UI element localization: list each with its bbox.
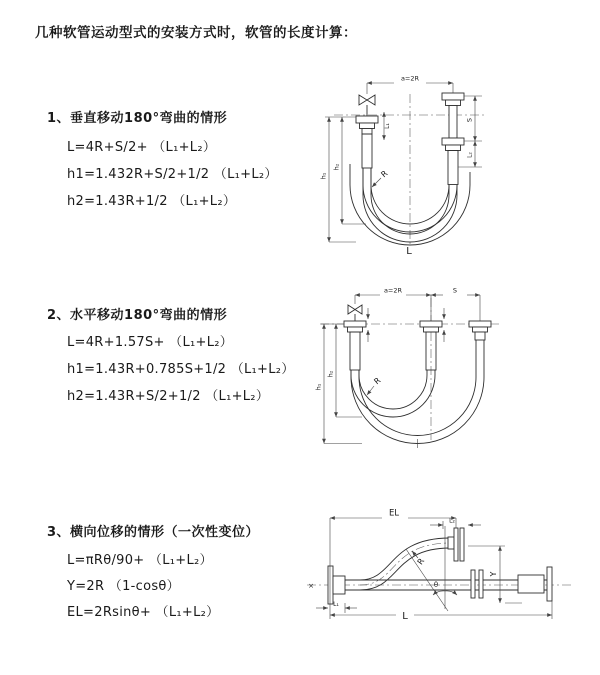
left-pipe-fitting — [344, 321, 366, 370]
dim-label-s: S — [465, 117, 474, 123]
radius-label-r: R — [415, 556, 427, 567]
section-1-formula-h1: h1=1.432R+S/2+1/2 （L₁+L₂） — [67, 167, 278, 182]
section-2-formula-h2: h2=1.43R+S/2+1/2 （L₁+L₂） — [67, 389, 270, 404]
dim-label-l1: L₁ — [333, 601, 339, 608]
braided-hose-section — [448, 151, 458, 185]
diagram-horizontal-180-bend — [310, 282, 580, 462]
section-3-heading: 3、横向位移的情形（一次性变位） — [47, 525, 260, 540]
dim-label-l1: L₁ — [384, 123, 391, 129]
dim-label-l2: L₂ — [449, 517, 455, 525]
section-1-formula-L: L=4R+S/2+ （L₁+L₂） — [67, 140, 217, 155]
diagram-vertical-180-bend — [312, 64, 572, 259]
dim-label-a2r: a=2R — [383, 286, 403, 295]
diagram-lateral-displacement — [302, 506, 587, 651]
dim-label-h1: h₁ — [314, 383, 323, 391]
radius-label-r: R — [379, 168, 390, 180]
left-pipe-fitting — [356, 116, 378, 168]
section-2-formula-h1: h1=1.43R+0.785S+1/2 （L₁+L₂） — [67, 362, 295, 377]
dim-label-y: Y — [489, 571, 498, 577]
right-pipe-fitting — [442, 93, 464, 185]
dim-label-h2: h₂ — [332, 163, 341, 171]
dim-label-s: S — [452, 286, 458, 295]
section-2-formula-L: L=4R+1.57S+ （L₁+L₂） — [67, 335, 234, 350]
left-flange — [328, 566, 345, 604]
upper-right-flange — [448, 528, 464, 561]
page-title: 几种软管运动型式的安装方式时，软管的长度计算： — [35, 25, 357, 41]
straight-pipe-original-position — [345, 567, 552, 601]
hose-u-curves — [351, 340, 484, 448]
braided-hose-section — [350, 332, 360, 370]
angle-label-theta: θ — [433, 581, 439, 589]
valve-icon — [348, 305, 362, 321]
dim-label-h1: h₁ — [319, 172, 328, 180]
braided-hose-section — [362, 134, 372, 168]
dim-label-el: EL — [388, 508, 400, 519]
valve-icon — [359, 95, 375, 116]
section-3-formula-L: L=πRθ/90+ （L₁+L₂） — [67, 553, 213, 568]
radius-label-r: R — [372, 375, 383, 387]
length-label-l: L — [402, 611, 408, 622]
axis-break-mark: × — [308, 582, 314, 590]
section-2-heading: 2、水平移动180°弯曲的情形 — [47, 308, 228, 323]
section-1-heading: 1、垂直移动180°弯曲的情形 — [47, 111, 228, 126]
dim-label-h2: h₂ — [326, 370, 335, 378]
dim-label-a2r: a=2R — [400, 74, 420, 83]
length-label-l: L — [406, 246, 412, 257]
section-3-formula-EL: EL=2Rsinθ+ （L₁+L₂） — [67, 605, 220, 620]
dim-label-l2: L₂ — [466, 152, 474, 158]
section-1-formula-h2: h2=1.43R+1/2 （L₁+L₂） — [67, 194, 237, 209]
right-pipe-fitting — [469, 321, 491, 340]
right-flange — [547, 567, 552, 601]
section-3-formula-Y: Y=2R （1-cosθ） — [67, 579, 180, 594]
